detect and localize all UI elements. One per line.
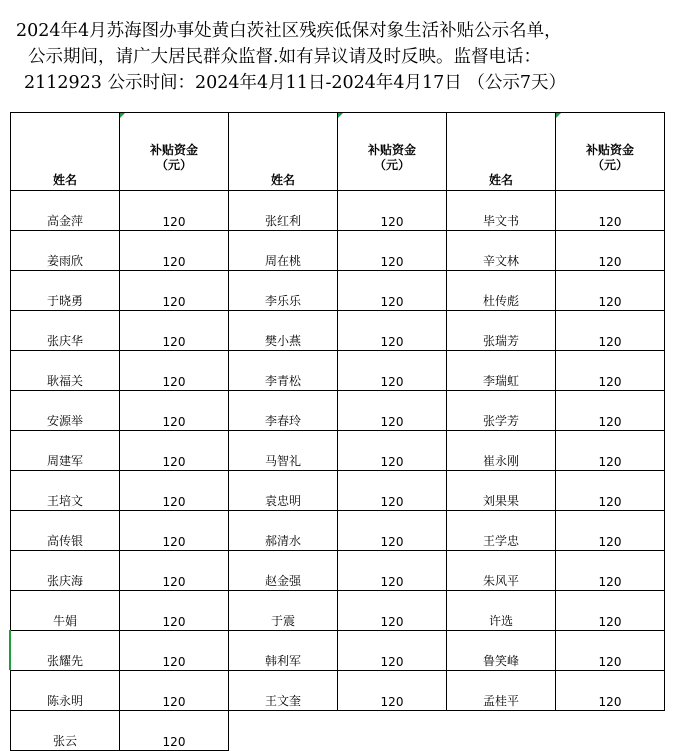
amount-cell[interactable]: 120 [556,231,665,271]
table-row [11,191,665,231]
empty-cell [447,711,556,751]
amount-header[interactable]: 补贴资金 （元） [338,113,447,191]
name-cell[interactable]: 张学芳 [447,391,556,431]
header-row [11,113,665,191]
amount-cell[interactable]: 120 [338,591,447,631]
name-cell[interactable]: 李瑞虹 [447,351,556,391]
amount-cell[interactable]: 120 [556,391,665,431]
amount-cell[interactable]: 120 [120,431,229,471]
name-cell[interactable]: 张耀先 [11,631,120,671]
amount-cell[interactable]: 120 [556,271,665,311]
table-row [11,511,665,551]
name-cell[interactable]: 姜雨欣 [11,231,120,271]
name-cell[interactable]: 安源举 [11,391,120,431]
amount-cell[interactable]: 120 [556,591,665,631]
cell-selection-indicator [9,630,11,670]
name-cell[interactable]: 郝清水 [229,511,338,551]
name-cell[interactable]: 李乐乐 [229,271,338,311]
amount-cell[interactable]: 120 [120,231,229,271]
name-cell[interactable]: 崔永刚 [447,431,556,471]
amount-cell[interactable]: 120 [120,351,229,391]
amount-cell[interactable]: 120 [338,431,447,471]
table-row [11,431,665,471]
name-cell[interactable]: 毕文书 [447,191,556,231]
name-header[interactable]: 姓名 [11,113,120,191]
amount-cell[interactable]: 120 [338,631,447,671]
name-cell[interactable]: 张红利 [229,191,338,231]
name-cell[interactable]: 李春玲 [229,391,338,431]
empty-cell [229,711,338,751]
table-row [11,671,665,711]
name-cell[interactable]: 牛娟 [11,591,120,631]
title-line-1: 2024年4月苏海图办事处黄白茨社区残疾低保对象生活补贴公示名单， [16,21,562,41]
empty-cell [556,711,665,751]
table-row [11,471,665,511]
amount-cell[interactable]: 120 [556,471,665,511]
amount-cell[interactable]: 120 [120,471,229,511]
name-cell[interactable]: 马智礼 [229,431,338,471]
amount-cell[interactable]: 120 [120,271,229,311]
name-cell[interactable]: 杜传彪 [447,271,556,311]
name-cell[interactable]: 樊小燕 [229,311,338,351]
name-cell[interactable]: 陈永明 [11,671,120,711]
amount-cell[interactable]: 120 [120,311,229,351]
name-cell[interactable]: 许选 [447,591,556,631]
amount-cell[interactable]: 120 [338,311,447,351]
table-row [11,351,665,391]
amount-cell[interactable]: 120 [556,351,665,391]
name-cell[interactable]: 刘果果 [447,471,556,511]
name-cell[interactable]: 辛文林 [447,231,556,271]
name-cell[interactable]: 李青松 [229,351,338,391]
amount-cell[interactable]: 120 [120,511,229,551]
amount-cell[interactable]: 120 [120,591,229,631]
amount-cell[interactable]: 120 [556,631,665,671]
table-row [11,311,665,351]
title-line-2: 公示期间，请广大居民群众监督.如有异议请及时反映。监督电话： [28,47,542,67]
name-cell[interactable]: 张庆海 [11,551,120,591]
name-cell[interactable]: 王培文 [11,471,120,511]
amount-cell[interactable]: 120 [120,191,229,231]
cell-comment-marker [556,113,561,118]
table-row [11,591,665,631]
name-header[interactable]: 姓名 [447,113,556,191]
empty-cell [338,711,447,751]
amount-cell[interactable]: 120 [120,711,229,751]
name-cell[interactable]: 王学忠 [447,511,556,551]
name-cell[interactable]: 高金萍 [11,191,120,231]
amount-cell[interactable]: 120 [556,551,665,591]
table-row [11,631,665,671]
name-cell[interactable]: 赵金强 [229,551,338,591]
amount-cell[interactable]: 120 [338,231,447,271]
name-cell[interactable]: 高传银 [11,511,120,551]
cell-comment-marker [120,113,125,118]
name-cell[interactable]: 袁忠明 [229,471,338,511]
amount-cell[interactable]: 120 [556,311,665,351]
name-cell[interactable]: 韩利军 [229,631,338,671]
amount-cell[interactable]: 120 [556,191,665,231]
amount-cell[interactable]: 120 [556,431,665,471]
name-cell[interactable]: 耿福关 [11,351,120,391]
table-row [11,711,665,751]
amount-cell[interactable]: 120 [120,671,229,711]
amount-cell[interactable]: 120 [338,471,447,511]
name-header[interactable]: 姓名 [229,113,338,191]
amount-cell[interactable]: 120 [120,631,229,671]
notice-title [0,18,675,96]
table-row [11,271,665,311]
name-cell[interactable]: 孟桂平 [447,671,556,711]
name-cell[interactable]: 张瑞芳 [447,311,556,351]
name-cell[interactable]: 朱风平 [447,551,556,591]
table-row [11,391,665,431]
amount-cell[interactable]: 120 [338,551,447,591]
name-cell[interactable]: 周在桃 [229,231,338,271]
name-cell[interactable]: 张庆华 [11,311,120,351]
amount-cell[interactable]: 120 [120,551,229,591]
amount-cell[interactable]: 120 [338,391,447,431]
amount-header[interactable]: 补贴资金 （元） [556,113,665,191]
amount-cell[interactable]: 120 [556,511,665,551]
table-row [11,231,665,271]
cell-comment-marker [338,113,343,118]
name-cell[interactable]: 张云 [11,711,120,751]
title-line-3: 2112923 公示时间：2024年4月11日-2024年4月17日 （公示7天） [24,73,566,93]
amount-cell[interactable]: 120 [338,271,447,311]
table-row [11,551,665,591]
amount-header[interactable]: 补贴资金 （元） [120,113,229,191]
amount-cell[interactable]: 120 [338,191,447,231]
subsidy-table [10,112,665,751]
name-cell[interactable]: 鲁笑峰 [447,631,556,671]
amount-cell[interactable]: 120 [338,511,447,551]
amount-cell[interactable]: 120 [120,391,229,431]
name-cell[interactable]: 于晓勇 [11,271,120,311]
name-cell[interactable]: 周建军 [11,431,120,471]
amount-cell[interactable]: 120 [338,351,447,391]
amount-cell[interactable]: 120 [338,671,447,711]
name-cell[interactable]: 王文奎 [229,671,338,711]
name-cell[interactable]: 于震 [229,591,338,631]
amount-cell[interactable]: 120 [556,671,665,711]
